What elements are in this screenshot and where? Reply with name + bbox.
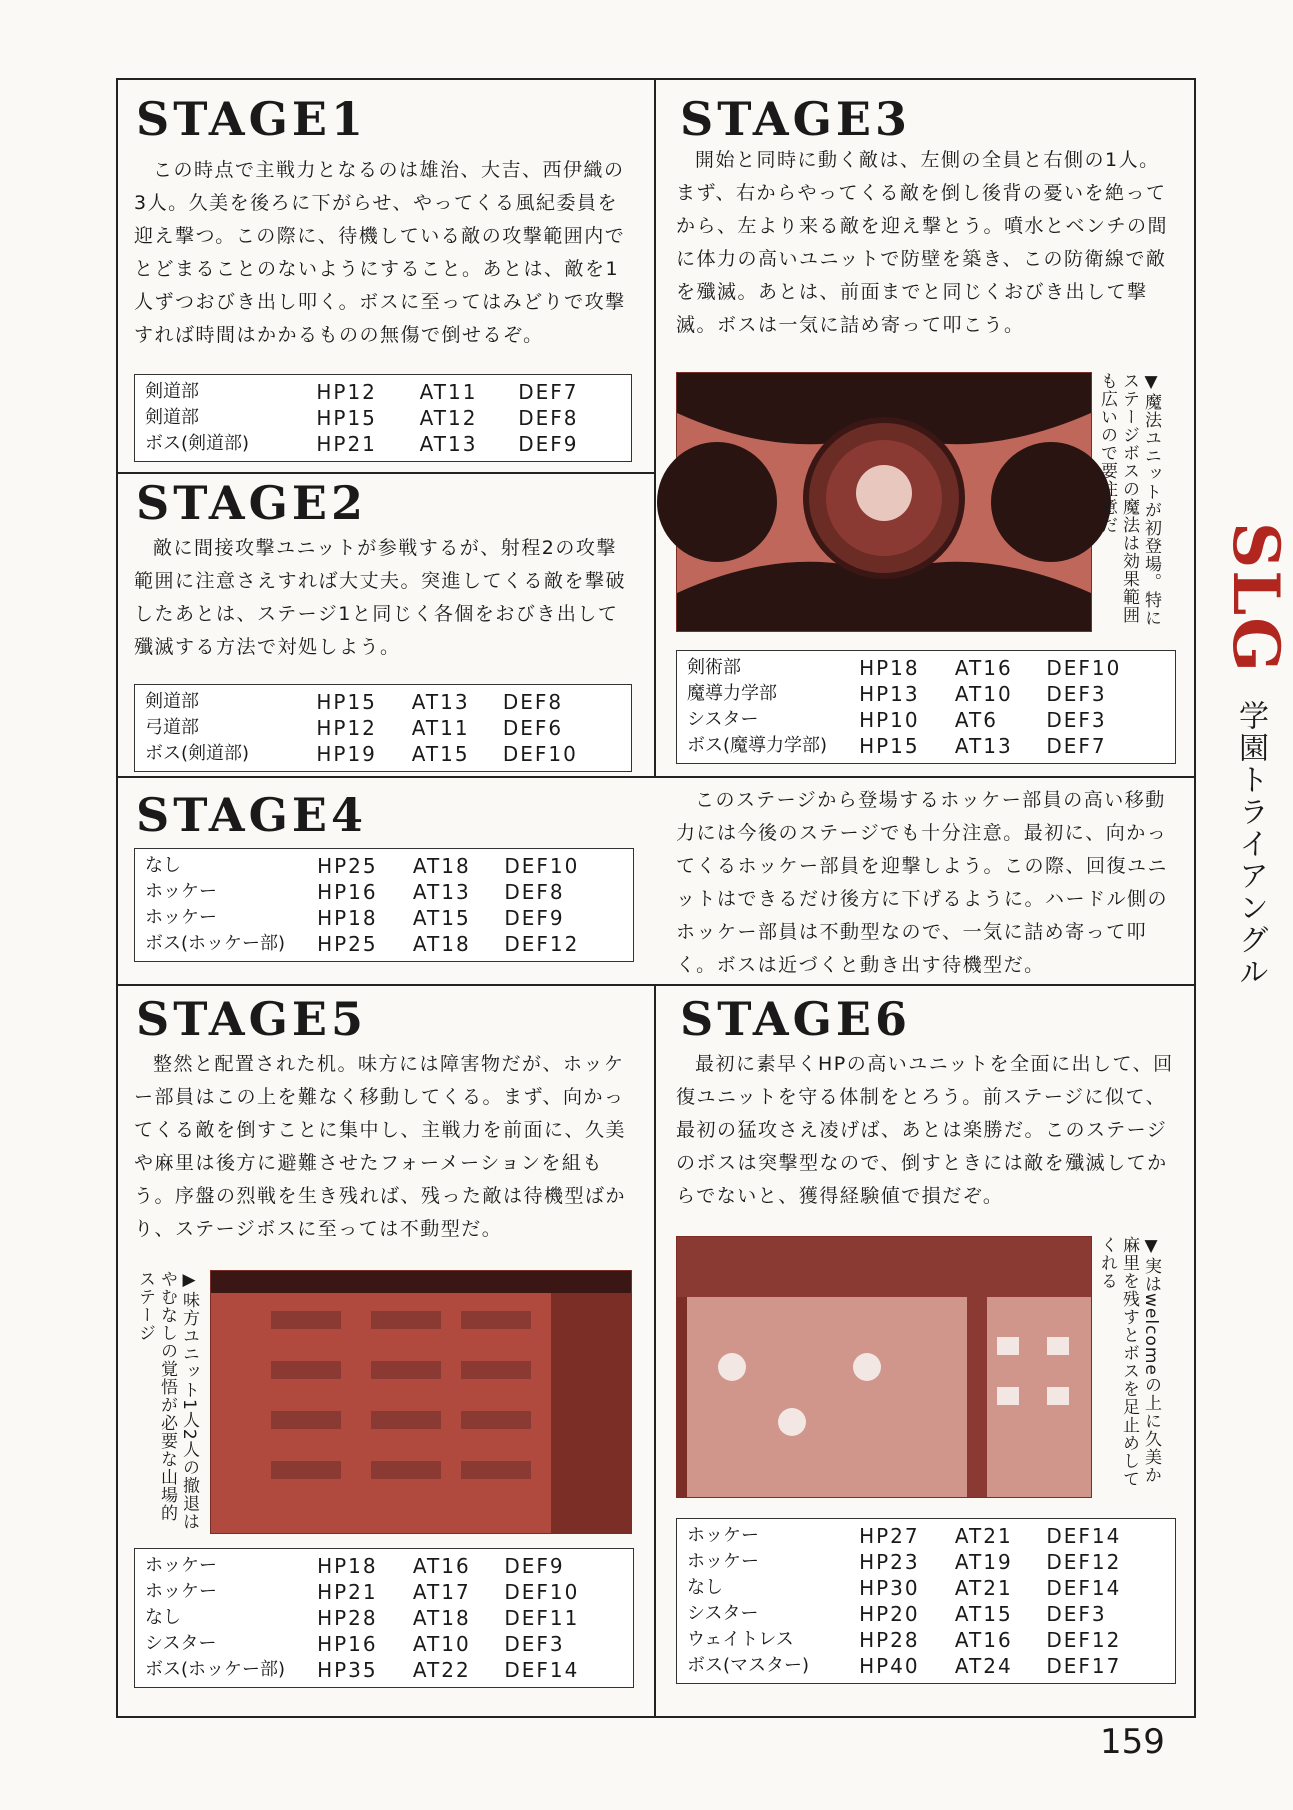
stage5-stats <box>134 1548 634 1688</box>
game-title: 学園トライアングル <box>1233 700 1268 988</box>
stat-row: ホッケー HP21 AT17 DEF10 <box>145 1580 580 1604</box>
stage4-text: このステージから登場するホッケー部員の高い移動力には今後のステージでも十分注意。最初に、向かってくるホッケー部員を迎撃しよう。この際、回復ユニットはできるだけ後方に下げるように。ハードル側のホッケー部員は不動型なので、一気に詰め寄って叩く。ボスは近づくと動き出す待機型だ。 <box>676 789 1169 976</box>
stat-row: なし HP28 AT18 DEF11 <box>145 1606 580 1630</box>
stage1-title: STAGE1 <box>136 92 367 146</box>
genre-label: SLG <box>1218 522 1293 674</box>
stat-row: ホッケー HP16 AT13 DEF8 <box>145 880 565 904</box>
page-number: 159 <box>1100 1722 1165 1762</box>
stat-row: 魔導力学部 HP13 AT10 DEF3 <box>687 682 1107 706</box>
stage1-text: この時点で主戦力となるのは雄治、大吉、西伊織の3人。久美を後ろに下がらせ、やってくる風紀委員を迎え撃つ。この際に、待機している敵の攻撃範囲内でとどまることのないようにすること。あとは、敵を1人ずつおびき出し叩く。ボスに至ってはみどりで攻撃すれば時間はかかるものの無傷で倒せるぞ。 <box>134 159 626 346</box>
divider <box>654 984 656 1718</box>
stage3-caption: ▼魔法ユニットが初登場。特にステージボスの魔法は効果範囲も広いので要注意だ <box>1097 372 1161 627</box>
stage4-title: STAGE4 <box>136 788 367 842</box>
stat-row: ボス(ホッケー部) HP25 AT18 DEF12 <box>145 932 580 956</box>
stage3-title: STAGE3 <box>680 92 911 146</box>
stat-row: ホッケー HP23 AT19 DEF12 <box>687 1550 1122 1574</box>
stage6-caption: ▼実はwelcomeの上に久美か麻里を残すとボスを足止めしてくれる <box>1097 1236 1161 1488</box>
stat-row: シスター HP20 AT15 DEF3 <box>687 1602 1107 1626</box>
stage2-title: STAGE2 <box>136 476 367 530</box>
divider <box>116 776 1196 778</box>
stage3-text: 開始と同時に動く敵は、左側の全員と右側の1人。まず、右からやってくる敵を倒し後背の憂いを絶ってから、左より来る敵を迎え撃とう。噴水とベンチの間に体力の高いユニットで防壁を築き、この防衛線で敵を殲滅。あとは、前面までと同じくおびき出して撃滅。ボスは一気に詰め寄って叩こう。 <box>676 149 1169 336</box>
stage2-stats <box>134 684 632 772</box>
stage5-screenshot <box>210 1270 632 1534</box>
stat-row: 剣道部 HP15 AT12 DEF8 <box>145 406 579 430</box>
stat-row: なし HP30 AT21 DEF14 <box>687 1576 1122 1600</box>
stat-row: 剣道部 HP12 AT11 DEF7 <box>145 380 579 404</box>
stat-row: ボス(魔導力学部) HP15 AT13 DEF7 <box>687 734 1107 758</box>
stage5-text: 整然と配置された机。味方には障害物だが、ホッケー部員はこの上を難なく移動してくる。まず、向かってくる敵を倒すことに集中し、主戦力を前面に、久美や麻里は後方に避難させたフォーメーションを組もう。序盤の烈戦を生き残れば、残った敵は待機型ばかり、ステージボスに至っては不動型だ。 <box>134 1053 627 1240</box>
stage6-text: 最初に素早くHPの高いユニットを全面に出して、回復ユニットを守る体制をとろう。前ステージに似て、最初の猛攻さえ凌げば、あとは楽勝だ。このステージのボスは突撃型なので、倒すときには敵を殲滅してからでないと、獲得経験値で損だぞ。 <box>676 1053 1174 1207</box>
stat-row: 剣術部 HP18 AT16 DEF10 <box>687 656 1122 680</box>
stage5-title: STAGE5 <box>136 992 367 1046</box>
stat-row: ホッケー HP18 AT15 DEF9 <box>145 906 565 930</box>
stat-row: ボス(剣道部) HP19 AT15 DEF10 <box>145 742 578 766</box>
stage6-title: STAGE6 <box>680 992 911 1046</box>
stage1-stats <box>134 374 632 462</box>
stat-row: ホッケー HP27 AT21 DEF14 <box>687 1524 1122 1548</box>
stat-row: 剣道部 HP15 AT13 DEF8 <box>145 690 564 714</box>
stat-row: ボス(ホッケー部) HP35 AT22 DEF14 <box>145 1658 580 1682</box>
stage6-stats <box>676 1518 1176 1684</box>
divider <box>116 472 656 474</box>
divider <box>116 984 1196 986</box>
stat-row: なし HP25 AT18 DEF10 <box>145 854 580 878</box>
divider <box>654 78 656 778</box>
stat-row: ホッケー HP18 AT16 DEF9 <box>145 1554 565 1578</box>
stage6-screenshot <box>676 1236 1092 1498</box>
stage3-stats <box>676 650 1176 764</box>
stage4-stats <box>134 848 634 962</box>
stat-row: ボス(剣道部) HP21 AT13 DEF9 <box>145 432 579 456</box>
stage2-text: 敵に間接攻撃ユニットが参戦するが、射程2の攻撃範囲に注意さえすれば大丈夫。突進してくる敵を撃破したあとは、ステージ1と同じく各個をおびき出して殲滅する方法で対処しよう。 <box>134 537 627 658</box>
stat-row: ボス(マスター) HP40 AT24 DEF17 <box>687 1654 1122 1678</box>
stat-row: 弓道部 HP12 AT11 DEF6 <box>145 716 564 740</box>
stage5-caption: ▶味方ユニット1人2人の撤退はやむなしの覚悟が必要な山場的ステージ <box>135 1270 199 1531</box>
stat-row: シスター HP16 AT10 DEF3 <box>145 1632 565 1656</box>
stat-row: ウェイトレス HP28 AT16 DEF12 <box>687 1628 1122 1652</box>
stage3-screenshot <box>676 372 1092 632</box>
stat-row: シスター HP10 AT6 DEF3 <box>687 708 1107 732</box>
